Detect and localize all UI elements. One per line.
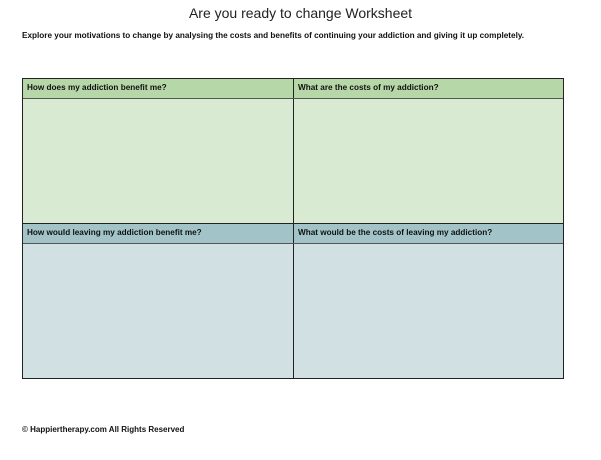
worksheet-grid xyxy=(22,78,564,379)
grid-vertical-divider xyxy=(293,79,294,378)
grid-header-line-top xyxy=(23,98,563,99)
benefits-of-addiction-answer-area[interactable] xyxy=(23,98,293,223)
costs-of-addiction-answer-area[interactable] xyxy=(294,98,563,223)
costs-of-addiction-header: What are the costs of my addiction? xyxy=(294,79,563,98)
grid-horizontal-divider xyxy=(23,223,563,224)
benefits-of-addiction-header: How does my addiction benefit me? xyxy=(23,79,293,98)
benefits-of-leaving-header: How would leaving my addiction benefit me? xyxy=(23,224,293,243)
worksheet-title: Are you ready to change Worksheet xyxy=(188,5,413,21)
costs-of-leaving-answer-area[interactable] xyxy=(294,243,563,378)
grid-header-line-bottom xyxy=(23,243,563,244)
worksheet-intro: Explore your motivations to change by analysing the costs and benefits of continuing your addiction and giving it up completely. xyxy=(22,31,525,40)
benefits-of-leaving-answer-area[interactable] xyxy=(23,243,293,378)
costs-of-leaving-header: What would be the costs of leaving my addiction? xyxy=(294,224,563,243)
copyright-footer: © Happiertherapy.com All Rights Reserved xyxy=(22,425,185,434)
